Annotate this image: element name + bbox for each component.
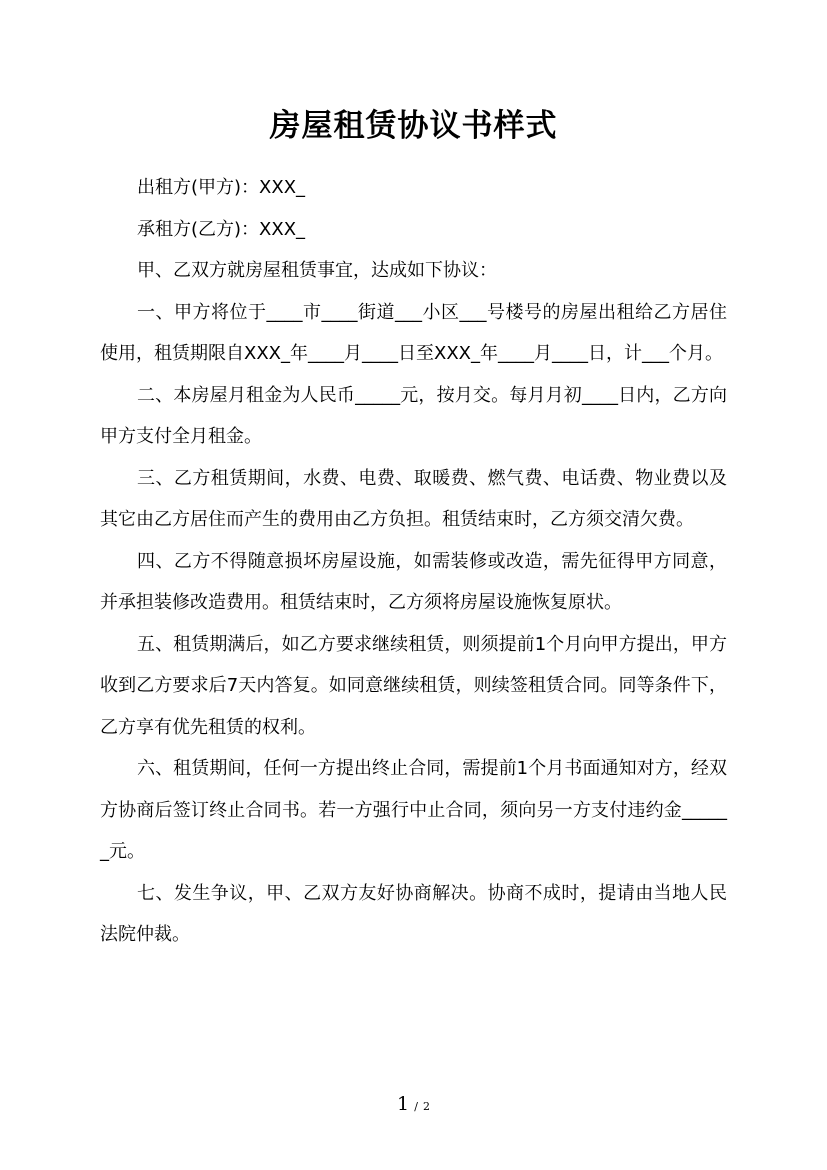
clause-3: 三、乙方租赁期间，水费、电费、取暖费、燃气费、电话费、物业费以及其它由乙方居住而产生的费用由乙方负担。租赁结束时，乙方须交清欠费。 [100, 467, 727, 530]
page-current: 1 [397, 1093, 410, 1115]
page-number [0, 1093, 827, 1115]
document-body [100, 167, 727, 956]
page-separator: / [414, 1100, 418, 1113]
document-title: 房屋租赁协议书样式 [269, 108, 558, 144]
lessor-line: 出租方(甲方)：XXX_ [137, 177, 306, 198]
agreement-intro: 甲、乙双方就房屋租赁事宜，达成如下协议： [137, 260, 497, 281]
page-total: 2 [423, 1100, 430, 1113]
clause-5: 五、租赁期满后，如乙方要求继续租赁，则须提前1个月向甲方提出，甲方收到乙方要求后7天内答复。如同意继续租赁，则续签租赁合同。同等条件下，乙方享有优先租赁的权利。 [100, 633, 727, 738]
clause-4: 四、乙方不得随意损坏房屋设施，如需装修或改造，需先征得甲方同意，并承担装修改造费用。租赁结束时，乙方须将房屋设施恢复原状。 [100, 550, 727, 613]
clause-1: 一、甲方将位于____市____街道___小区___号楼号的房屋出租给乙方居住使用，租赁期限自XXX_年____月____日至XXX_年____月____日，计___个月。 [100, 301, 727, 364]
clause-6: 六、租赁期间，任何一方提出终止合同，需提前1个月书面通知对方，经双方协商后签订终止合同书。若一方强行中止合同，须向另一方支付违约金______元。 [100, 758, 727, 862]
clause-2: 二、本房屋月租金为人民币_____元，按月交。每月月初____日内，乙方向甲方支付全月租金。 [100, 384, 727, 447]
lessee-line: 承租方(乙方)：XXX_ [137, 218, 306, 240]
clause-7: 七、发生争议，甲、乙双方友好协商解决。协商不成时，提请由当地人民法院仲裁。 [100, 882, 727, 945]
